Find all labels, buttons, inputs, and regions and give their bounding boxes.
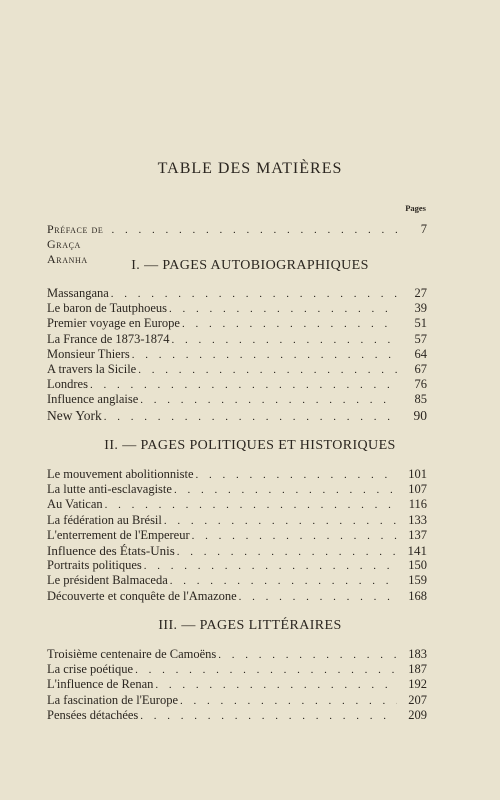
toc-entry bbox=[47, 286, 427, 301]
entry-page: 116 bbox=[408, 497, 427, 512]
entry-page: 90 bbox=[413, 407, 427, 423]
leader-dots bbox=[111, 287, 397, 302]
toc-entry bbox=[47, 467, 427, 482]
toc-entry bbox=[47, 573, 427, 588]
entry-label: La crise poétique bbox=[47, 662, 134, 677]
entry-label: Massangana bbox=[47, 286, 109, 300]
entry-label: Au Vatican bbox=[47, 497, 103, 512]
entry-page: 187 bbox=[408, 662, 427, 677]
entry-page: 183 bbox=[408, 647, 427, 661]
toc-entry bbox=[47, 362, 427, 377]
leader-dots bbox=[90, 378, 397, 393]
leader-dots bbox=[140, 393, 397, 408]
toc-entry bbox=[47, 316, 427, 331]
section-3-entries bbox=[47, 647, 427, 723]
entry-page: 51 bbox=[414, 316, 427, 331]
entry-label: La France de 1873-1874 bbox=[47, 331, 170, 346]
entry-page: 141 bbox=[407, 542, 427, 558]
leader-dots bbox=[180, 694, 397, 709]
entry-page: 168 bbox=[408, 588, 427, 603]
entry-label: Influence des États-Unis bbox=[47, 542, 175, 558]
entry-label: New York bbox=[47, 407, 102, 423]
entry-page: 192 bbox=[408, 677, 427, 692]
leader-dots bbox=[174, 483, 397, 498]
page-title: TABLE DES MATIÈRES bbox=[157, 160, 343, 177]
entry-label: Londres bbox=[47, 377, 88, 392]
entry-page: 209 bbox=[408, 707, 427, 722]
toc-entry bbox=[47, 558, 427, 573]
leader-dots bbox=[132, 348, 397, 363]
toc-entry bbox=[47, 392, 427, 407]
preface-label: Préface de Graça Aranha bbox=[47, 222, 104, 266]
toc-entry bbox=[47, 677, 427, 692]
toc-entry bbox=[47, 589, 427, 604]
leader-dots bbox=[192, 529, 397, 544]
entry-page: 101 bbox=[408, 467, 427, 481]
entry-page: 27 bbox=[414, 286, 427, 300]
leader-dots bbox=[135, 663, 397, 678]
leader-dots bbox=[140, 709, 397, 724]
entry-page: 67 bbox=[414, 361, 427, 376]
leader-dots bbox=[104, 410, 397, 425]
leader-dots bbox=[144, 559, 397, 574]
entry-label: L'enterrement de l'Empereur bbox=[47, 527, 190, 542]
toc-entry bbox=[47, 513, 427, 528]
entry-page: 85 bbox=[414, 392, 427, 407]
leader-dots bbox=[169, 302, 397, 317]
toc-entry bbox=[47, 301, 427, 316]
leader-dots bbox=[155, 678, 397, 693]
toc-entry bbox=[47, 693, 427, 708]
toc-entry bbox=[47, 377, 427, 392]
toc-entry bbox=[47, 347, 427, 362]
entry-label: Le mouvement abolitionniste bbox=[47, 467, 194, 481]
leader-dots bbox=[170, 574, 397, 589]
entry-label: Influence anglaise bbox=[47, 392, 139, 407]
toc-entry bbox=[47, 647, 427, 662]
toc-entry bbox=[47, 482, 427, 497]
entry-label: Découverte et conquête de l'Amazone bbox=[47, 588, 237, 603]
toc-entry bbox=[47, 528, 427, 543]
leader-dots bbox=[177, 545, 397, 560]
entry-page: 39 bbox=[414, 301, 427, 316]
entry-page: 133 bbox=[408, 512, 427, 527]
entry-label: La fédération au Brésil bbox=[47, 512, 162, 527]
section-heading-3: III. — PAGES LITTÉRAIRES bbox=[158, 618, 342, 633]
entry-label: Portraits politiques bbox=[47, 558, 142, 573]
leader-dots bbox=[218, 648, 397, 663]
section-heading-2: II. — PAGES POLITIQUES ET HISTORIQUES bbox=[104, 438, 396, 453]
toc-entry bbox=[47, 408, 427, 423]
entry-label: A travers la Sicile bbox=[47, 361, 137, 376]
section-1-entries bbox=[47, 286, 427, 423]
entry-page: 137 bbox=[408, 527, 427, 542]
leader-dots bbox=[112, 224, 397, 236]
entry-label: Le baron de Tautphoeus bbox=[47, 301, 168, 316]
leader-dots bbox=[172, 333, 397, 348]
leader-dots bbox=[196, 468, 398, 483]
leader-dots bbox=[182, 317, 397, 332]
entry-page: 150 bbox=[408, 558, 427, 573]
entry-page: 207 bbox=[408, 692, 427, 707]
toc-entry bbox=[47, 543, 427, 558]
toc-entry bbox=[47, 332, 427, 347]
preface-page: 7 bbox=[420, 222, 427, 236]
leader-dots bbox=[239, 590, 397, 605]
toc-entry bbox=[47, 662, 427, 677]
entry-page: 57 bbox=[414, 331, 427, 346]
entry-page: 76 bbox=[414, 377, 427, 392]
entry-page: 107 bbox=[408, 482, 427, 497]
entry-label: L'influence de Renan bbox=[47, 677, 154, 692]
leader-dots bbox=[138, 363, 397, 378]
section-heading-1: I. — PAGES AUTOBIOGRAPHIQUES bbox=[131, 258, 369, 273]
entry-page: 64 bbox=[414, 346, 427, 361]
entry-label: La lutte anti-esclavagiste bbox=[47, 482, 172, 497]
entry-label: Le président Balmaceda bbox=[47, 573, 168, 588]
entry-page: 159 bbox=[408, 573, 427, 588]
leader-dots bbox=[164, 514, 397, 529]
entry-label: Pensées détachées bbox=[47, 707, 139, 722]
toc-entry bbox=[47, 708, 427, 723]
toc-entry bbox=[47, 497, 427, 512]
entry-label: La fascination de l'Europe bbox=[47, 692, 179, 707]
entry-label: Premier voyage en Europe bbox=[47, 316, 180, 331]
leader-dots bbox=[105, 498, 397, 513]
entry-label: Troisième centenaire de Camoëns bbox=[47, 647, 217, 661]
section-2-entries bbox=[47, 467, 427, 604]
entry-label: Monsieur Thiers bbox=[47, 346, 130, 361]
pages-column-label: Pages bbox=[405, 203, 426, 213]
